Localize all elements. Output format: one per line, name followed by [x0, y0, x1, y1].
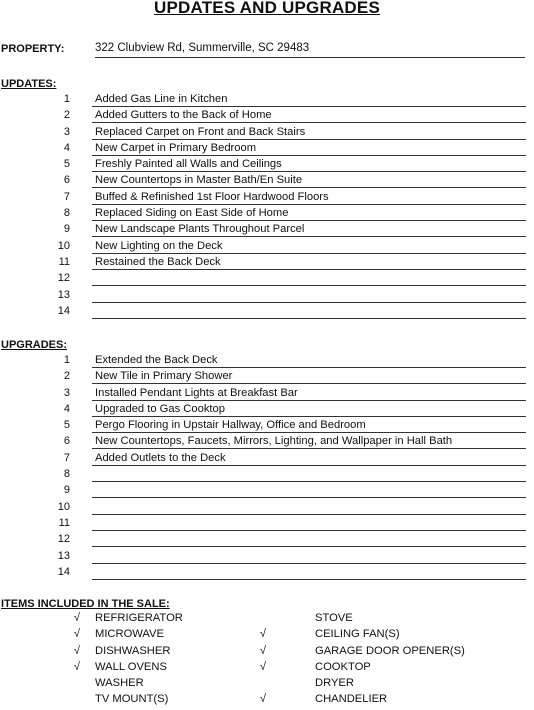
upgrade-line[interactable]: Upgraded to Gas Cooktop	[92, 402, 526, 417]
list-item	[0, 173, 534, 189]
list-item	[0, 612, 534, 628]
list-item	[0, 565, 534, 581]
property-label: PROPERTY:	[1, 43, 65, 55]
row-number: 5	[63, 419, 70, 432]
item-label: COOKTOP	[315, 660, 371, 673]
row-number: 10	[57, 500, 70, 513]
upgrade-line[interactable]	[92, 532, 526, 547]
list-item	[0, 190, 534, 206]
updates-list	[0, 92, 534, 320]
upgrade-line[interactable]: New Countertops, Faucets, Mirrors, Lighting, and Wallpaper in Hall Bath	[92, 434, 526, 449]
update-line[interactable]: New Lighting on the Deck	[92, 239, 526, 254]
update-line[interactable]	[92, 304, 526, 319]
list-item	[0, 500, 534, 516]
list-item	[0, 157, 534, 173]
check-mark-icon[interactable]: √	[73, 660, 81, 673]
row-number: 9	[63, 223, 70, 236]
upgrade-line[interactable]: Added Outlets to the Deck	[92, 451, 526, 466]
list-item	[0, 402, 534, 418]
row-number: 10	[57, 239, 70, 252]
upgrade-line[interactable]	[92, 516, 526, 531]
row-number: 3	[63, 386, 70, 399]
row-number: 2	[63, 370, 70, 383]
update-line[interactable]: Added Gas Line in Kitchen	[92, 92, 526, 107]
check-mark-icon[interactable]: √	[259, 693, 267, 706]
check-mark-icon[interactable]: √	[73, 612, 81, 624]
check-mark-icon[interactable]: √	[259, 660, 267, 673]
update-line[interactable]: Replaced Siding on East Side of Home	[92, 206, 526, 221]
item-label: GARAGE DOOR OPENER(S)	[315, 644, 465, 657]
check-mark-icon[interactable]: √	[259, 628, 267, 641]
update-line[interactable]: New Landscape Plants Throughout Parcel	[92, 222, 526, 237]
upgrade-line[interactable]	[92, 467, 526, 482]
row-number: 6	[63, 435, 70, 448]
list-item	[0, 255, 534, 271]
list-item	[0, 549, 534, 565]
updates-heading: UPDATES:	[1, 78, 57, 90]
update-line[interactable]	[92, 271, 526, 286]
update-line[interactable]: New Countertops in Master Bath/En Suite	[92, 173, 526, 188]
item-label: DRYER	[315, 677, 354, 690]
row-number: 14	[57, 565, 70, 578]
list-item	[0, 92, 534, 108]
list-item	[0, 693, 534, 709]
row-number: 6	[63, 174, 70, 187]
row-number: 2	[63, 109, 70, 122]
list-item	[0, 239, 534, 255]
upgrade-line[interactable]	[92, 500, 526, 515]
item-label: CHANDELIER	[315, 693, 388, 706]
row-number: 1	[63, 354, 70, 366]
item-label: REFRIGERATOR	[95, 612, 183, 624]
list-item	[0, 304, 534, 320]
upgrade-line[interactable]: Pergo Flooring in Upstair Hallway, Office and Bedroom	[92, 418, 526, 433]
list-item	[0, 645, 534, 661]
page-title: UPDATES AND UPGRADES	[154, 0, 380, 17]
update-line[interactable]: Restained the Back Deck	[92, 255, 526, 270]
list-item	[0, 206, 534, 222]
row-number: 11	[58, 516, 70, 529]
item-label: STOVE	[315, 612, 353, 624]
check-mark-icon[interactable]: √	[259, 644, 267, 657]
row-number: 7	[63, 190, 70, 203]
row-number: 4	[63, 402, 70, 415]
list-item	[0, 483, 534, 499]
check-mark-icon[interactable]: √	[73, 628, 81, 641]
list-item	[0, 141, 534, 157]
row-number: 12	[57, 272, 70, 285]
upgrades-list	[0, 353, 534, 581]
list-item	[0, 677, 534, 693]
list-item	[0, 271, 534, 287]
row-number: 13	[57, 549, 70, 562]
list-item	[0, 661, 534, 677]
upgrade-line[interactable]: Extended the Back Deck	[92, 353, 526, 368]
upgrade-line[interactable]: Installed Pendant Lights at Breakfast Bar	[92, 386, 526, 401]
row-number: 14	[57, 304, 70, 317]
update-line[interactable]: Freshly Painted all Walls and Ceilings	[92, 157, 526, 172]
list-item	[0, 434, 534, 450]
upgrade-line[interactable]	[92, 549, 526, 564]
row-number: 12	[57, 533, 70, 546]
items-included-list	[0, 612, 534, 710]
items-included-heading: ITEMS INCLUDED IN THE SALE:	[1, 598, 170, 610]
row-number: 11	[58, 255, 70, 268]
item-label: MICROWAVE	[95, 628, 164, 641]
update-line[interactable]: Added Gutters to the Back of Home	[92, 108, 526, 123]
row-number: 3	[63, 125, 70, 138]
update-line[interactable]: Replaced Carpet on Front and Back Stairs	[92, 125, 526, 140]
row-number: 8	[63, 207, 70, 220]
list-item	[0, 125, 534, 141]
row-number: 7	[63, 451, 70, 464]
item-label: TV MOUNT(S)	[95, 693, 169, 706]
upgrade-line[interactable]	[92, 483, 526, 498]
row-number: 8	[63, 468, 70, 481]
property-address-field[interactable]: 322 Clubview Rd, Summerville, SC 29483	[95, 42, 525, 58]
list-item	[0, 532, 534, 548]
list-item	[0, 108, 534, 124]
list-item	[0, 386, 534, 402]
item-label: CEILING FAN(S)	[315, 628, 400, 641]
list-item	[0, 467, 534, 483]
upgrade-line[interactable]: New Tile in Primary Shower	[92, 369, 526, 384]
update-line[interactable]: New Carpet in Primary Bedroom	[92, 141, 526, 156]
list-item	[0, 288, 534, 304]
row-number: 5	[63, 158, 70, 171]
list-item	[0, 628, 534, 644]
update-line[interactable]	[92, 288, 526, 303]
list-item	[0, 369, 534, 385]
row-number: 13	[57, 288, 70, 301]
row-number: 1	[63, 93, 70, 105]
list-item	[0, 418, 534, 434]
upgrades-heading: UPGRADES:	[1, 339, 68, 351]
check-mark-icon[interactable]: √	[73, 644, 81, 657]
list-item	[0, 353, 534, 369]
item-label: WALL OVENS	[95, 660, 167, 673]
row-number: 9	[63, 484, 70, 497]
list-item	[0, 451, 534, 467]
item-label: DISHWASHER	[95, 644, 171, 657]
row-number: 4	[63, 141, 70, 154]
list-item	[0, 222, 534, 238]
list-item	[0, 516, 534, 532]
update-line[interactable]: Buffed & Refinished 1st Floor Hardwood Floors	[92, 190, 526, 205]
upgrade-line[interactable]	[92, 565, 526, 580]
item-label: WASHER	[95, 677, 144, 690]
